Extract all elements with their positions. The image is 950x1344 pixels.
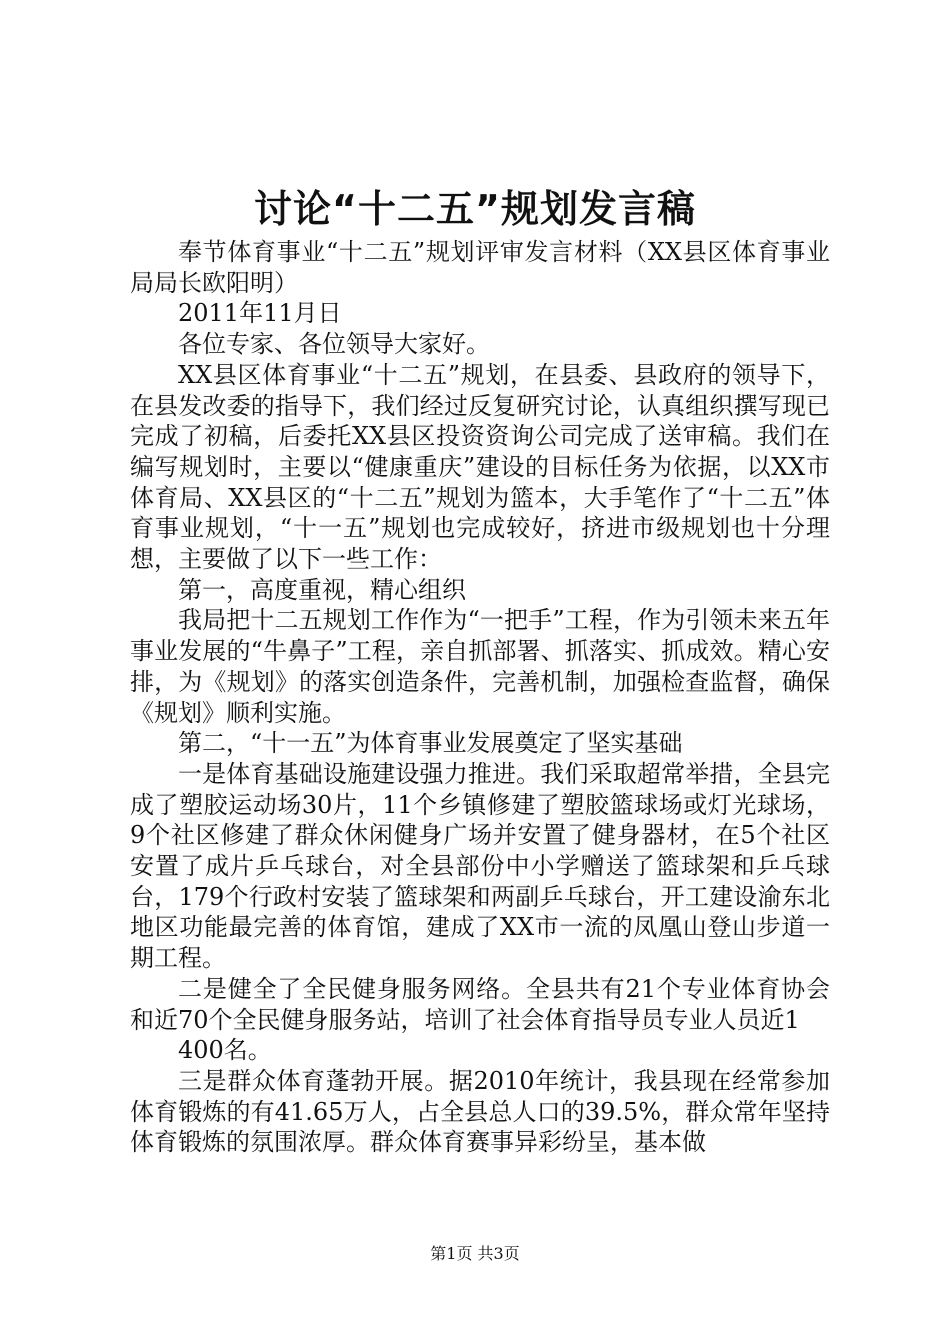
paragraph: 2011年11月日 — [178, 299, 342, 328]
paragraph: 奉节体育事业“十二五”规划评审发言材料（XX县区体育事业局局长欧阳明） — [130, 238, 830, 297]
document-body — [130, 237, 830, 1158]
section-heading: 第二，“十一五”为体育事业发展奠定了坚实基础 — [178, 729, 683, 758]
paragraph: 二是健全了全民健身服务网络。全县共有21个专业体育协会和近70个全民健身服务站，培训了社会体育指导员专业人员近1 — [130, 974, 830, 1034]
paragraph: 我局把十二五规划工作作为“一把手”工程，作为引领未来五年事业发展的“牛鼻子”工程，亲自抓部署、抓落实、抓成效。精心安排，为《规划》的落实创造条件，完善机制，加强检查监督，确保《规划》顺利实施。 — [130, 606, 830, 727]
paragraph: XX县区体育事业“十二五”规划，在县委、县政府的领导下，在县发改委的指导下，我们经过反复研究讨论，认真组织撰写现已完成了初稿，后委托XX县区投资资询公司完成了送审稿。我们在编写规划时，主要以“健康重庆”建设的目标任务为依据，以XX市体育局、XX县区的“十二五”规划为篮本，大手笔作了“十二五”体育事业规划，“十一五”规划也完成较好，挤进市级规划也十分理想，主要做了以下一些工作： — [130, 360, 830, 574]
page-footer: 第1页 共3页 — [430, 1244, 520, 1263]
document-title: 讨论“十二五”规划发言稿 — [254, 187, 696, 231]
paragraph: 一是体育基础设施建设强力推进。我们采取超常举措，全县完成了塑胶运动场30片，11个乡镇修建了塑胶篮球场或灯光球场，9个社区修建了群众休闲健身广场并安置了健身器材，在5个社区安置了成片乒乓球台，对全县部份中小学赠送了篮球架和乒乓球台，179个行政村安装了篮球架和两副乒乓球台，开工建设渝东北地区功能最完善的体育馆，建成了XX市一流的凤凰山登山步道一期工程。 — [130, 759, 830, 973]
section-heading: 第一，高度重视，精心组织 — [178, 575, 466, 604]
paragraph: 各位专家、各位领导大家好。 — [178, 330, 490, 359]
paragraph: 三是群众体育蓬勃开展。据2010年统计，我县现在经常参加体育锻炼的有41.65万人，占全县总人口的39.5%，群众常年坚持体育锻炼的氛围浓厚。群众体育赛事异彩纷呈，基本做 — [130, 1066, 830, 1157]
paragraph: 400名。 — [178, 1036, 272, 1065]
